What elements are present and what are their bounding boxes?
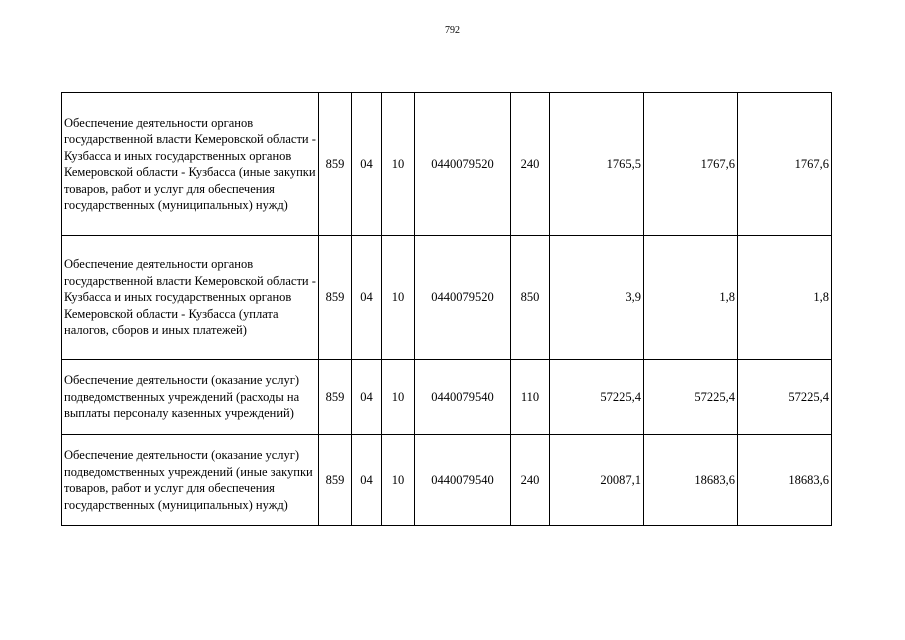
page-number: 792 xyxy=(445,25,460,36)
amount-year-1: 57225,4 xyxy=(550,360,644,435)
section-code: 04 xyxy=(352,435,382,526)
amount-year-3: 1,8 xyxy=(738,236,832,360)
ministry-code: 859 xyxy=(319,435,352,526)
expense-type-code: 110 xyxy=(511,360,550,435)
row-description: Обеспечение деятельности органов государственной власти Кемеровской области - Кузбасса и иных государственных органов Кемеровской области - Кузбасса (иные закупки товаров, работ и услуг для обеспечения государственных (муниципальных) нужд) xyxy=(62,93,319,236)
section-code: 04 xyxy=(352,360,382,435)
target-article-code: 0440079540 xyxy=(415,360,511,435)
table-row xyxy=(62,93,832,236)
amount-year-1: 20087,1 xyxy=(550,435,644,526)
amount-year-3: 18683,6 xyxy=(738,435,832,526)
section-code: 04 xyxy=(352,236,382,360)
table-row xyxy=(62,435,832,526)
amount-year-2: 1,8 xyxy=(644,236,738,360)
row-description: Обеспечение деятельности (оказание услуг) подведомственных учреждений (иные закупки товаров, работ и услуг для обеспечения государственных (муниципальных) нужд) xyxy=(62,435,319,526)
expense-type-code: 240 xyxy=(511,435,550,526)
amount-year-2: 18683,6 xyxy=(644,435,738,526)
table-row xyxy=(62,236,832,360)
amount-year-2: 1767,6 xyxy=(644,93,738,236)
subsection-code: 10 xyxy=(382,236,415,360)
budget-table xyxy=(61,92,832,526)
amount-year-2: 57225,4 xyxy=(644,360,738,435)
amount-year-1: 3,9 xyxy=(550,236,644,360)
subsection-code: 10 xyxy=(382,435,415,526)
row-description: Обеспечение деятельности органов государственной власти Кемеровской области - Кузбасса и иных государственных органов Кемеровской области - Кузбасса (уплата налогов, сборов и иных платежей) xyxy=(62,236,319,360)
target-article-code: 0440079540 xyxy=(415,435,511,526)
target-article-code: 0440079520 xyxy=(415,93,511,236)
expense-type-code: 240 xyxy=(511,93,550,236)
ministry-code: 859 xyxy=(319,236,352,360)
amount-year-3: 1767,6 xyxy=(738,93,832,236)
section-code: 04 xyxy=(352,93,382,236)
table-row xyxy=(62,360,832,435)
ministry-code: 859 xyxy=(319,93,352,236)
target-article-code: 0440079520 xyxy=(415,236,511,360)
amount-year-3: 57225,4 xyxy=(738,360,832,435)
expense-type-code: 850 xyxy=(511,236,550,360)
subsection-code: 10 xyxy=(382,93,415,236)
ministry-code: 859 xyxy=(319,360,352,435)
row-description: Обеспечение деятельности (оказание услуг) подведомственных учреждений (расходы на выплаты персоналу казенных учреждений) xyxy=(62,360,319,435)
subsection-code: 10 xyxy=(382,360,415,435)
amount-year-1: 1765,5 xyxy=(550,93,644,236)
